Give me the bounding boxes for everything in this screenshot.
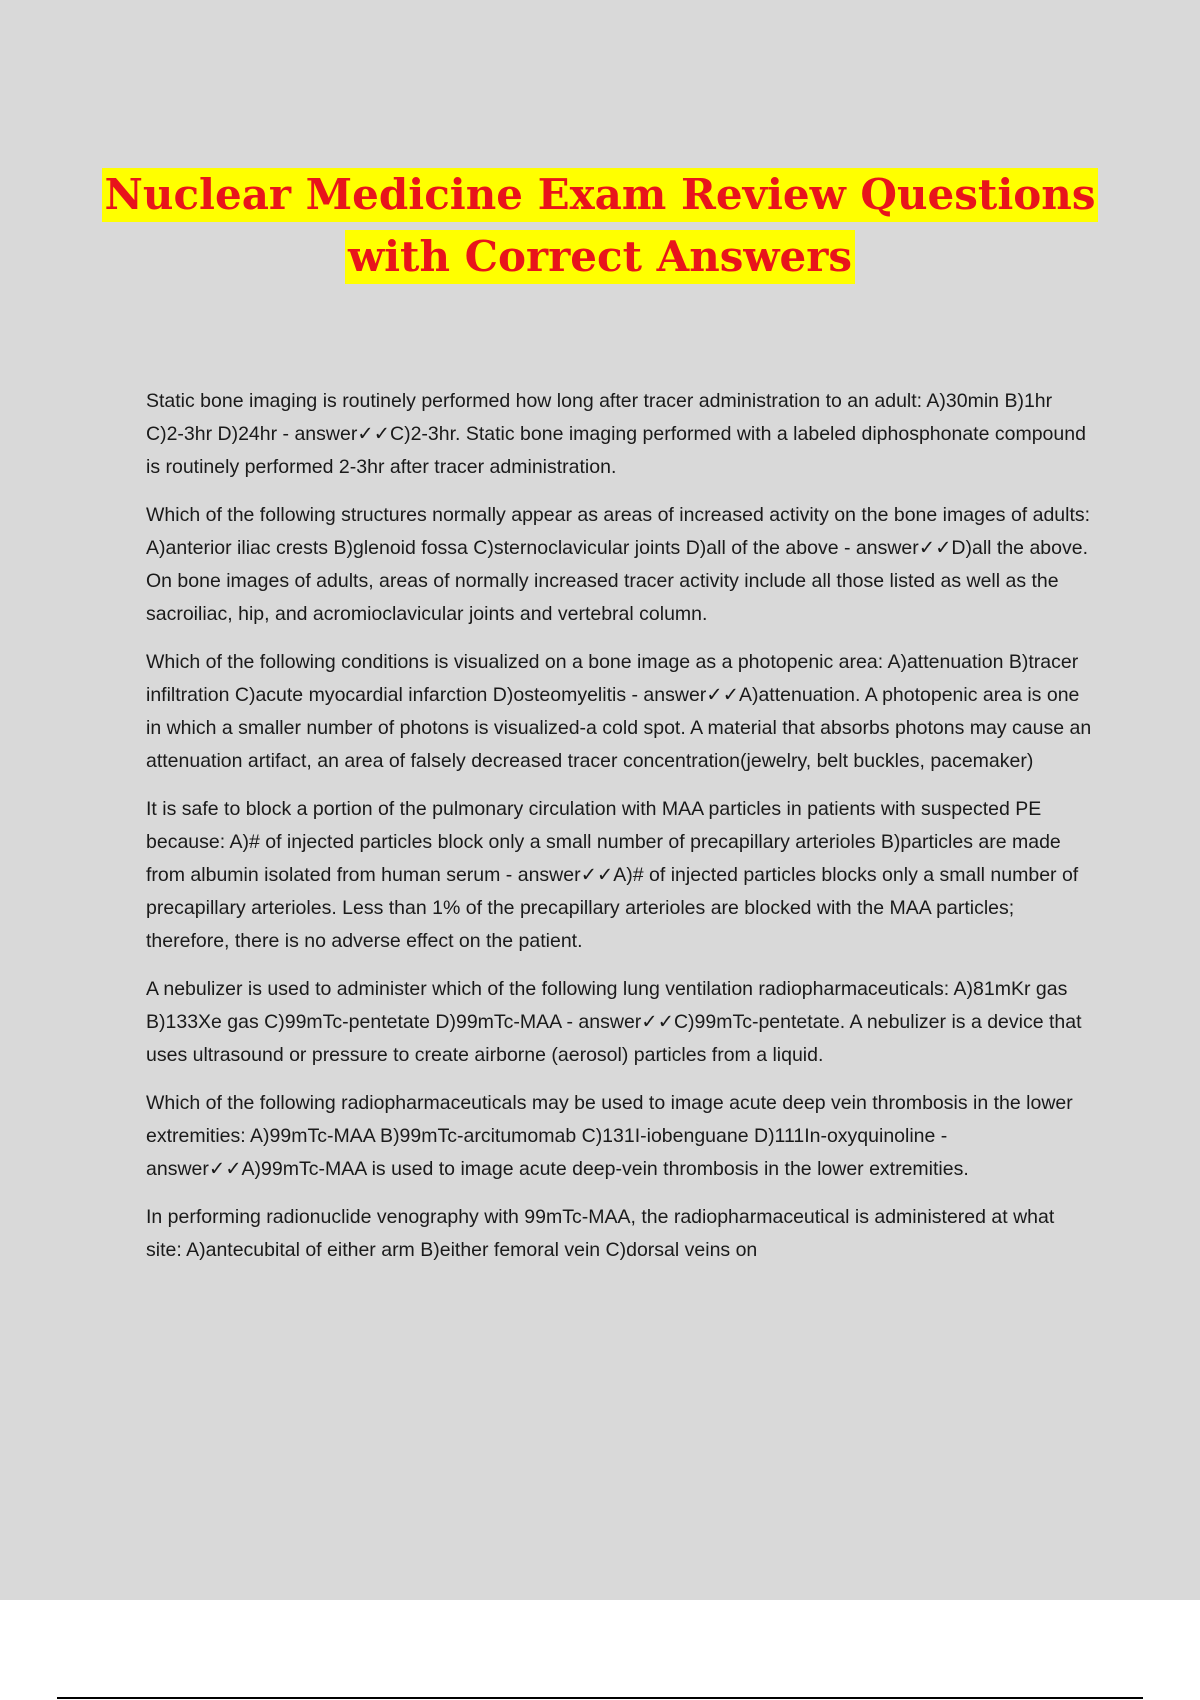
- question-answer-paragraph: Which of the following structures normally appear as areas of increased activity on the bone images of adults: A)anterior iliac crests B)glenoid fossa C)sternoclavicular joints D)all of the above - answer✓✓D)all the above. On bone images of adults, areas of normally increased tracer activity include all those listed as well as the sacroiliac, hip, and acromioclavicular joints and vertebral column.: [146, 504, 1091, 625]
- footer-divider: [57, 1697, 1143, 1699]
- document-title: [0, 168, 1200, 292]
- question-answer-paragraph: It is safe to block a portion of the pulmonary circulation with MAA particles in patients with suspected PE because: A)# of injected particles block only a small number of precapillary arterioles B)particles are made from albumin isolated from human serum - answer✓✓A)# of injected particles blocks only a small number of precapillary arterioles. Less than 1% of the precapillary arterioles are blocked with the MAA particles; therefore, there is no adverse effect on the patient.: [146, 798, 1079, 952]
- title-line-2: with Correct Answers: [345, 230, 855, 284]
- question-answer-paragraph: Static bone imaging is routinely performed how long after tracer administration to an adult: A)30min B)1hr C)2-3hr D)24hr - answer✓✓C)2-3hr. Static bone imaging performed with a labeled diphosphonate compound is routinely performed 2-3hr after tracer administration.: [146, 390, 1086, 478]
- question-answer-paragraph: Which of the following conditions is visualized on a bone image as a photopenic area: A)attenuation B)tracer infiltration C)acute myocardial infarction D)osteomyelitis - answer✓✓A)attenuation. A photopenic area is one in which a smaller number of photons is visualized-a cold spot. A material that absorbs photons may cause an attenuation artifact, an area of falsely decreased tracer concentration(jewelry, belt buckles, pacemaker): [146, 651, 1092, 772]
- question-answer-paragraph: A nebulizer is used to administer which of the following lung ventilation radiopharmaceuticals: A)81mKr gas B)133Xe gas C)99mTc-pentetate D)99mTc-MAA - answer✓✓C)99mTc-pentetate. A nebulizer is a device that uses ultrasound or pressure to create airborne (aerosol) particles from a liquid.: [146, 978, 1082, 1066]
- question-answer-paragraph: In performing radionuclide venography with 99mTc-MAA, the radiopharmaceutical is administered at what site: A)antecubital of either arm B)either femoral vein C)dorsal veins on: [146, 1206, 1055, 1261]
- question-answer-paragraph: Which of the following radiopharmaceuticals may be used to image acute deep vein thrombosis in the lower extremities: A)99mTc-MAA B)99mTc-arcitumomab C)131I-iobenguane D)111In-oxyquinoline - answer✓✓A)99mTc-MAA is used to image acute deep-vein thrombosis in the lower extremities.: [146, 1092, 1073, 1180]
- document-body: [146, 385, 1094, 1282]
- title-line-1: Nuclear Medicine Exam Review Questions: [102, 168, 1099, 222]
